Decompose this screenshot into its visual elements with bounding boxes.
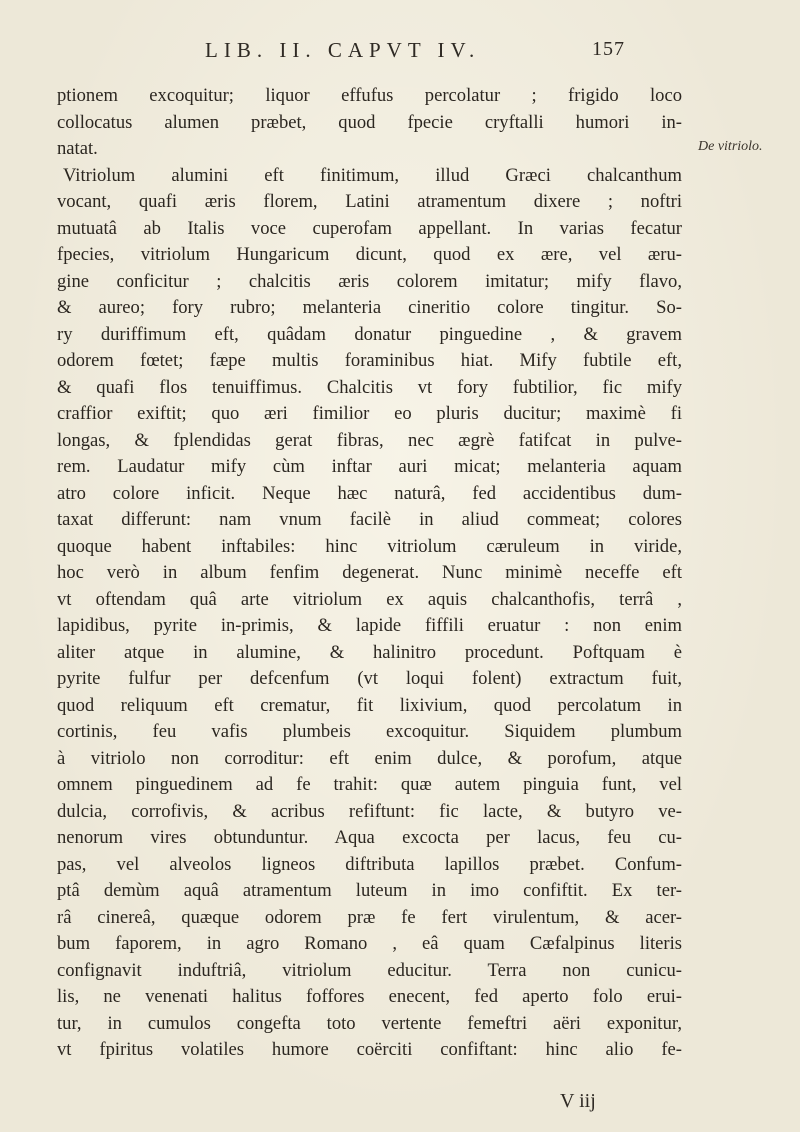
text-line: vocant, quafi æris florem, Latini atramentum dixere ; noftri	[57, 191, 682, 212]
text-line: craffior exiftit; quo æri fimilior eo pluris ducitur; maximè fi	[57, 403, 682, 424]
text-line: lis, ne venenati halitus foffores enecent, fed aperto folo erui-	[57, 986, 682, 1007]
text-line: pyrite fulfur per defcenfum (vt loqui folent) extractum fuit,	[57, 668, 682, 689]
text-line: omnem pinguedinem ad fe trahit: quæ autem pinguia funt, vel	[57, 774, 682, 795]
running-head	[205, 38, 625, 66]
text-line: hoc verò in album fenfim degenerat. Nunc minimè neceffe eft	[57, 562, 682, 583]
text-line: rem. Laudatur mify cùm inftar auri micat; melanteria aquam	[57, 456, 682, 477]
text-line: quoque habent inftabiles: hinc vitriolum cæruleum in viride,	[57, 535, 682, 557]
text-line: mutuatâ ab Italis voce cuperofam appellant. In varias fecatur	[57, 217, 682, 239]
text-line: taxat differunt: nam vnum facilè in aliud commeat; colores	[57, 509, 682, 530]
text-line: & aureo; fory rubro; melanteria cineritio colore tingitur. So-	[57, 297, 682, 318]
text-line: cortinis, feu vafis plumbeis excoquitur. Siquidem plumbum	[57, 721, 682, 742]
body-text	[57, 83, 682, 1064]
text-line: vt oftendam quâ arte vitriolum ex aquis chalcanthofis, terrâ ,	[57, 588, 682, 610]
text-line: quod reliquum eft crematur, fit lixivium, quod percolatum in	[57, 694, 682, 716]
text-line: odorem fœtet; fæpe multis foraminibus hiat. Mify fubtile eft,	[57, 350, 682, 371]
text-line: pas, vel alveolos ligneos diftributa lapillos præbet. Confum-	[57, 853, 682, 875]
text-line: bum faporem, in agro Romano , eâ quam Cæfalpinus literis	[57, 933, 682, 954]
text-line: longas, & fplendidas gerat fibras, nec ægrè fatifcat in pulve-	[57, 429, 682, 451]
text-line: nenorum vires obtunduntur. Aqua excocta per lacus, feu cu-	[57, 827, 682, 848]
text-line: ptâ demùm aquâ atramentum luteum in imo confiftit. Ex ter-	[57, 880, 682, 901]
text-line: dulcia, corrofivis, & acribus refiftunt: fic lacte, & butyro ve-	[57, 800, 682, 822]
running-head-title: LIB. II. CAPVT IV.	[205, 38, 481, 62]
text-line: collocatus alumen præbet, quod fpecie cryftalli humori in-	[57, 111, 682, 133]
text-line: & quafi flos tenuiffimus. Chalcitis vt fory fubtilior, fic mify	[57, 376, 682, 398]
text-line: vt fpiritus volatiles humore coërciti confiftant: hinc alio fe-	[57, 1039, 682, 1060]
text-line: ry duriffimum eft, quâdam donatur pinguedine , & gravem	[57, 323, 682, 345]
text-line: à vitriolo non corroditur: eft enim dulce, & porofum, atque	[57, 747, 682, 769]
signature-mark: V iij	[560, 1090, 596, 1112]
text-line: râ cinereâ, quæque odorem præ fe fert virulentum, & acer-	[57, 906, 682, 928]
marginal-note: De vitriolo.	[698, 139, 763, 154]
text-line: ptionem excoquitur; liquor effufus percolatur ; frigido loco	[57, 85, 682, 106]
text-line: fpecies, vitriolum Hungaricum dicunt, quod ex ære, vel æru-	[57, 244, 682, 265]
page-number: 157	[592, 38, 625, 60]
text-line: gine conficitur ; chalcitis æris colorem imitatur; mify flavo,	[57, 270, 682, 292]
text-line: atro colore inficit. Neque hæc naturâ, fed accidentibus dum-	[57, 482, 682, 504]
text-line: tur, in cumulos congefta toto vertente femeftri aëri exponitur,	[57, 1012, 682, 1034]
text-line: natat.	[57, 138, 98, 159]
text-line: aliter atque in alumine, & halinitro procedunt. Poftquam è	[57, 641, 682, 663]
text-line: confignavit induftriâ, vitriolum educitur. Terra non cunicu-	[57, 959, 682, 981]
text-line: Vitriolum alumini eft finitimum, illud Græci chalcanthum	[63, 164, 682, 186]
text-line: lapidibus, pyrite in-primis, & lapide fiffili eruatur : non enim	[57, 615, 682, 636]
